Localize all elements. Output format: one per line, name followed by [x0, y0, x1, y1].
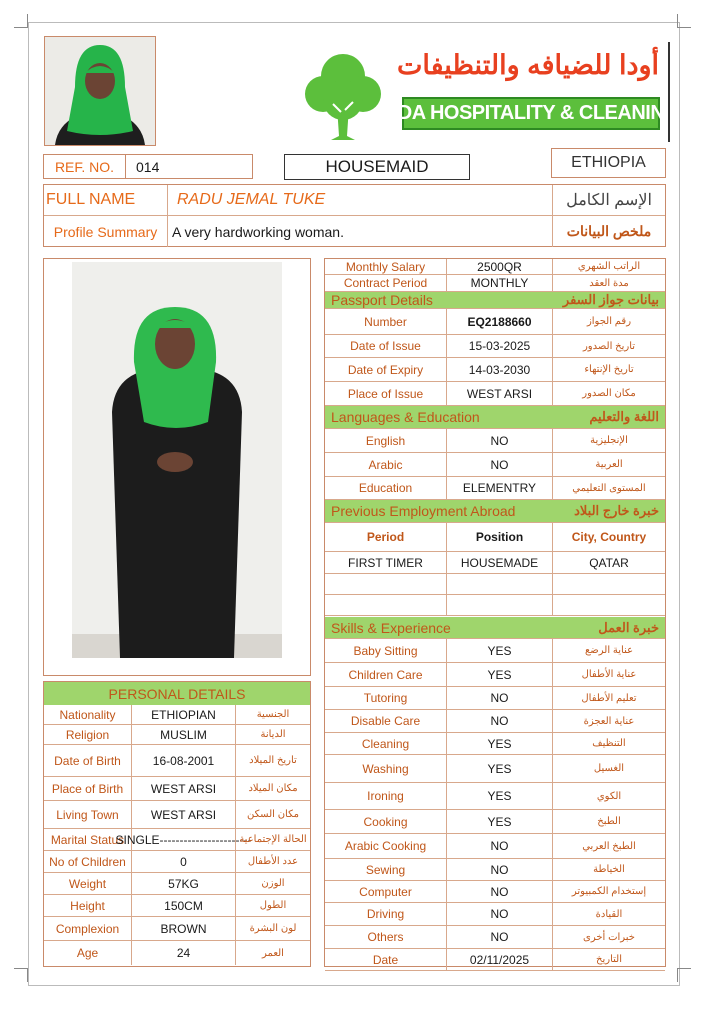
detail-value: 02/11/2025: [447, 949, 553, 970]
personal-details-title: PERSONAL DETAILS: [44, 682, 310, 705]
detail-row: [325, 755, 665, 783]
detail-value: NO: [447, 926, 553, 948]
detail-label-arabic: التاريخ: [596, 954, 622, 965]
employment-row: [325, 574, 665, 595]
detail-row: [325, 810, 665, 834]
personal-label: Complexion: [44, 917, 132, 940]
detail-label-arabic: الخياطة: [593, 864, 625, 875]
detail-label: Cleaning: [325, 733, 447, 754]
detail-row: [325, 733, 665, 755]
detail-value: NO: [447, 881, 553, 902]
languages-section: [325, 406, 665, 429]
personal-row: [44, 801, 310, 829]
personal-row: [44, 745, 310, 777]
personal-label-arabic: الوزن: [261, 878, 285, 889]
detail-label: Others: [325, 926, 447, 948]
personal-label-arabic: الجنسية: [256, 709, 290, 720]
personal-value: 57KG: [132, 873, 236, 894]
detail-row: [325, 859, 665, 881]
detail-label: Date: [325, 949, 447, 970]
detail-value: NO: [447, 859, 553, 880]
employment-cell: HOUSEMADE: [447, 552, 553, 573]
personal-label: Nationality: [44, 705, 132, 724]
detail-label-arabic: تعليم الأطفال: [581, 692, 637, 704]
company-name-english: ODA HOSPITALITY & CLEANING: [402, 97, 660, 130]
personal-row: [44, 725, 310, 745]
personal-label: Age: [44, 941, 132, 965]
detail-value: YES: [447, 663, 553, 686]
detail-label: Contract Period: [325, 275, 447, 291]
personal-row: [44, 895, 310, 917]
company-name-arabic: أودا للضيافه والتنظيفات: [396, 50, 660, 80]
detail-value: YES: [447, 639, 553, 662]
detail-row: [325, 309, 665, 335]
detail-value: 15-03-2025: [447, 335, 553, 357]
detail-value: NO: [447, 834, 553, 858]
detail-label-arabic: المستوى التعليمي: [572, 482, 646, 494]
detail-row: [325, 429, 665, 453]
detail-label: Disable Care: [325, 710, 447, 732]
detail-value: WEST ARSI: [447, 382, 553, 405]
detail-value: YES: [447, 755, 553, 782]
languages-section-title: Languages & Education: [331, 409, 480, 425]
detail-value: 2500QR: [447, 259, 553, 274]
employment-cell: FIRST TIMER: [325, 552, 447, 573]
personal-label-arabic: عدد الأطفال: [247, 856, 299, 867]
detail-label: Date of Expiry: [325, 358, 447, 381]
employment-cell: [447, 574, 553, 594]
header-bracket: [667, 42, 670, 142]
profile-row: [44, 216, 665, 247]
detail-label: Number: [325, 309, 447, 334]
detail-row: [325, 926, 665, 949]
detail-label-arabic: تاريخ الإنتهاء: [584, 364, 634, 375]
detail-label-arabic: إستخدام الكمبيوتر: [571, 886, 647, 897]
full-name-label: FULL NAME: [44, 185, 168, 215]
detail-row: [325, 335, 665, 358]
employment-row: [325, 595, 665, 616]
detail-row: [325, 382, 665, 406]
detail-value: NO: [447, 453, 553, 476]
detail-value: MONTHLY: [447, 275, 553, 291]
personal-label-arabic: لون البشرة: [249, 923, 297, 934]
detail-label: Monthly Salary: [325, 259, 447, 274]
detail-label-arabic: مكان الصدور: [582, 388, 636, 399]
crop-mark: [677, 14, 691, 28]
full-name-label-arabic: الإسم الكامل: [552, 185, 665, 215]
detail-label-arabic: القيادة: [595, 908, 623, 920]
employment-section-title: Previous Employment Abroad: [331, 503, 516, 519]
detail-label: Place of Issue: [325, 382, 447, 405]
detail-label: Sewing: [325, 859, 447, 880]
personal-row: [44, 917, 310, 941]
detail-label: Education: [325, 477, 447, 499]
detail-row: [325, 358, 665, 382]
skills-section-title: Skills & Experience: [331, 619, 451, 636]
personal-row: [44, 941, 310, 965]
detail-label: Tutoring: [325, 687, 447, 709]
profile-label-arabic: ملخص البيانات: [552, 216, 665, 247]
detail-label-arabic: الراتب الشهري: [577, 261, 641, 272]
personal-value: 0: [132, 851, 236, 872]
detail-row: [325, 687, 665, 710]
crop-mark: [677, 968, 691, 982]
personal-label-arabic: العمر: [262, 947, 284, 959]
detail-row: [325, 275, 665, 292]
passport-section-title: Passport Details: [331, 292, 433, 308]
personal-value: SINGLE-----------------------: [132, 829, 236, 850]
detail-value: NO: [447, 687, 553, 709]
detail-value: YES: [447, 810, 553, 833]
detail-value: YES: [447, 783, 553, 809]
personal-row: [44, 777, 310, 801]
position-title: HOUSEMAID: [284, 154, 470, 180]
personal-label: Place of Birth: [44, 777, 132, 800]
crop-mark: [14, 968, 28, 982]
detail-label: Baby Sitting: [325, 639, 447, 662]
employment-header: Position: [447, 523, 553, 551]
detail-label: Cooking: [325, 810, 447, 833]
personal-label-arabic: مكان الميلاد: [248, 783, 298, 794]
personal-rows: [44, 705, 310, 967]
profile-value: A very hardworking woman.: [172, 223, 344, 240]
detail-label: Washing: [325, 755, 447, 782]
personal-label-arabic: الحالة الإجتماعية: [239, 834, 307, 845]
crop-mark: [14, 14, 28, 28]
detail-row: [325, 881, 665, 903]
detail-value: NO: [447, 903, 553, 925]
country-label: ETHIOPIA: [551, 148, 666, 178]
detail-label: Date of Issue: [325, 335, 447, 357]
personal-value: MUSLIM: [132, 725, 236, 744]
employment-cell: [325, 595, 447, 615]
detail-row: [325, 453, 665, 477]
detail-label-arabic: تاريخ الصدور: [582, 340, 636, 352]
detail-row: [325, 710, 665, 733]
personal-row: [44, 829, 310, 851]
person-full-body-icon: [72, 262, 282, 658]
detail-row: [325, 903, 665, 926]
employment-cell: [553, 574, 665, 594]
right-rows: [325, 259, 665, 966]
name-profile-box: [43, 184, 666, 247]
detail-value: 14-03-2030: [447, 358, 553, 381]
detail-label-arabic: الطبخ العربي: [582, 840, 636, 852]
employment-header-row: [325, 523, 665, 552]
employment-cell: QATAR: [589, 555, 629, 570]
personal-row: [44, 851, 310, 873]
employment-section: [325, 500, 665, 523]
ref-value: 014: [136, 158, 160, 175]
detail-label-arabic: عناية الأطفال: [581, 669, 637, 680]
person-portrait-icon: [45, 37, 155, 145]
detail-label-arabic: التنظيف: [592, 738, 626, 749]
employment-section-title-arabic: خبرة خارج البلاد: [574, 503, 659, 518]
personal-value: BROWN: [132, 917, 236, 940]
employment-cell: [553, 595, 665, 615]
detail-label: Computer: [325, 881, 447, 902]
personal-label: Height: [44, 895, 132, 916]
photo-frame: [43, 258, 311, 676]
detail-row: [325, 949, 665, 971]
personal-details-table: [43, 681, 311, 967]
full-name-row: [44, 185, 665, 216]
profile-label: Profile Summary: [44, 216, 168, 247]
personal-label-arabic: تاريخ الميلاد: [249, 755, 297, 766]
detail-label: Arabic: [325, 453, 447, 476]
personal-row: [44, 873, 310, 895]
languages-section-title-arabic: اللغة والتعليم: [589, 409, 659, 424]
detail-label-arabic: الغسيل: [593, 763, 625, 774]
passport-section-title-arabic: بيانات جواز السفر: [562, 292, 659, 307]
personal-row: [44, 705, 310, 725]
personal-label: No of Children: [44, 851, 132, 872]
detail-label-arabic: خبرات أخرى: [583, 931, 635, 943]
detail-label-arabic: عناية الرضع: [584, 645, 634, 656]
skills-section-title-arabic: خبرة العمل: [598, 619, 659, 635]
employment-header: City, Country: [571, 530, 647, 544]
full-name-value: RADU JEMAL TUKE: [177, 191, 326, 208]
ref-box: [43, 154, 253, 179]
personal-label-arabic: الديانة: [260, 729, 286, 740]
detail-value: ELEMENTRY: [447, 477, 553, 499]
detail-value: EQ2188660: [447, 309, 553, 334]
detail-label: Driving: [325, 903, 447, 925]
skills-section: [325, 617, 665, 639]
detail-value: NO: [447, 710, 553, 732]
employment-cell: [447, 595, 553, 615]
personal-value: WEST ARSI: [132, 777, 236, 800]
detail-label-arabic: رقم الجواز: [586, 316, 632, 327]
right-details-table: [324, 258, 666, 967]
passport-section: [325, 292, 665, 309]
detail-label-arabic: العربية: [595, 459, 623, 470]
detail-row: [325, 639, 665, 663]
detail-row: [325, 834, 665, 859]
employment-cell: [325, 574, 447, 594]
detail-label-arabic: الطبخ: [597, 816, 621, 827]
personal-label-arabic: مكان السكن: [247, 809, 299, 820]
employment-row: [325, 552, 665, 574]
personal-label: Marital Status: [44, 829, 132, 850]
personal-label: Living Town: [44, 801, 132, 828]
detail-label-arabic: مدة العقد: [589, 277, 629, 289]
logo-tree-icon: [303, 50, 383, 142]
detail-value: YES: [447, 733, 553, 754]
detail-value: NO: [447, 429, 553, 452]
personal-label: Weight: [44, 873, 132, 894]
employment-header: Period: [325, 523, 447, 551]
detail-label: Children Care: [325, 663, 447, 686]
detail-row: [325, 477, 665, 500]
personal-value: 16-08-2001: [132, 745, 236, 776]
detail-label: English: [325, 429, 447, 452]
detail-row: [325, 259, 665, 275]
detail-label: Arabic Cooking: [325, 834, 447, 858]
personal-value: 24: [132, 941, 236, 965]
detail-label-arabic: عناية العجزة: [583, 715, 635, 727]
personal-label-arabic: الطول: [259, 900, 287, 911]
ref-label: REF. NO.: [44, 155, 126, 178]
full-body-photo: [72, 262, 282, 658]
personal-label: Date of Birth: [44, 745, 132, 776]
detail-label-arabic: الإنجليزية: [590, 435, 628, 446]
detail-label-arabic: الكوي: [596, 790, 622, 802]
personal-value: WEST ARSI: [132, 801, 236, 828]
detail-row: [325, 783, 665, 810]
personal-label: Religion: [44, 725, 132, 744]
detail-label: Ironing: [325, 783, 447, 809]
personal-value: 150CM: [132, 895, 236, 916]
personal-value: ETHIOPIAN: [132, 705, 236, 724]
detail-row: [325, 663, 665, 687]
portrait-thumbnail: [44, 36, 156, 146]
